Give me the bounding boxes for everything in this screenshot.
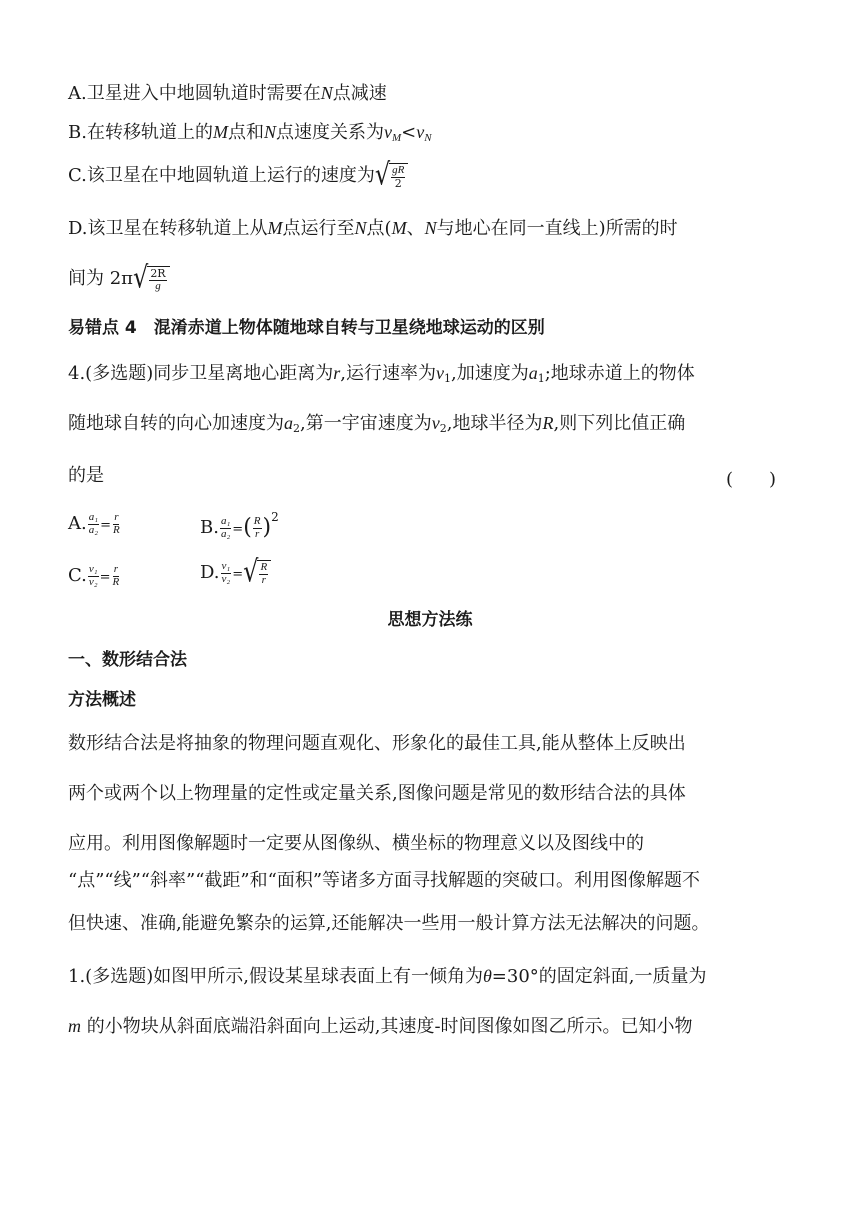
q4-line1 <box>68 363 695 385</box>
subscript: 2 <box>439 422 447 435</box>
var: v <box>383 122 392 142</box>
q4-option-c <box>68 564 121 588</box>
q4-option-d <box>200 554 271 590</box>
denominator: R <box>112 523 120 536</box>
text: 1.(多选题)如图甲所示,假设某星球表面上有一倾角为 <box>68 966 483 987</box>
var: N <box>354 218 367 238</box>
text: 的小物块从斜面底端沿斜面向上运动,其速度-时间图像如图乙所示。已知小物 <box>81 1016 693 1037</box>
numerator: a₁ <box>88 511 99 523</box>
numerator: R <box>260 561 268 573</box>
var: M <box>212 122 228 142</box>
denominator: v₂ <box>221 572 231 585</box>
q3-option-a <box>68 83 387 105</box>
sqrt-expr: √ $\frac{R}{r}$ <box>243 560 271 586</box>
overview-line-5: 但快速、准确,能避免繁杂的运算,还能解决一些用一般计算方法无法解决的问题。 <box>68 913 710 934</box>
denominator: g <box>155 279 161 292</box>
text: ,加速度为 <box>450 363 529 384</box>
numerator: 2R <box>150 267 166 280</box>
text: D.该卫星在转移轨道上从 <box>68 218 268 239</box>
q3-option-d-line1 <box>68 218 678 240</box>
option-label: B. <box>200 517 219 538</box>
q3-option-b <box>68 122 432 145</box>
numerator: r <box>114 511 119 523</box>
text: 的是 <box>68 465 104 486</box>
text: 、 <box>406 218 425 239</box>
denominator: v₂ <box>88 575 98 588</box>
denominator: a₂ <box>88 523 99 536</box>
var: a <box>284 413 293 433</box>
text: B.在转移轨道上的 <box>68 122 213 143</box>
numerator: v₁ <box>221 560 231 572</box>
subscript: N <box>424 132 432 144</box>
option-label: A. <box>68 513 87 535</box>
less-than: < <box>401 122 417 143</box>
text: ;地球赤道上的物体 <box>544 363 695 384</box>
q3-option-d-line2 <box>68 260 170 296</box>
numerator: a₁ <box>220 514 231 527</box>
text: 4.(多选题)同步卫星离地心距离为 <box>68 363 334 384</box>
numerator: r <box>113 563 118 575</box>
equals: = <box>232 567 244 583</box>
overview-line-4: “点”“线”“斜率”“截距”和“面积”等诸多方面寻找解题的突破口。利用图像解题不 <box>68 870 701 891</box>
var: R <box>542 413 554 433</box>
numerator: gR <box>392 164 405 176</box>
exponent: 2 <box>271 510 279 524</box>
text: =30°的固定斜面,一质量为 <box>491 966 707 987</box>
text: C.该卫星在中地圆轨道上运行的速度为 <box>68 165 375 187</box>
subscript: M <box>391 132 402 144</box>
q1-line1 <box>68 966 707 988</box>
subscript: 1 <box>443 372 451 385</box>
text: 随地球自转的向心加速度为 <box>68 413 284 434</box>
var: m <box>68 1016 81 1036</box>
numerator: v₁ <box>88 563 98 575</box>
text: ,地球半径为 <box>446 413 543 434</box>
text: A.卫星进入中地圆轨道时需要在 <box>68 83 321 104</box>
var: M <box>391 218 407 238</box>
var: v <box>435 363 444 383</box>
q1-line2 <box>68 1016 693 1038</box>
sqrt-expr: √ $\frac{2R}{g}$ <box>133 266 170 292</box>
text: ,运行速率为 <box>340 363 436 384</box>
equals: = <box>232 522 244 537</box>
text: ,第一宇宙速度为 <box>300 413 432 434</box>
var: v <box>431 413 440 433</box>
var: θ <box>482 966 492 986</box>
equals: = <box>99 570 111 586</box>
text: 间为 2π <box>68 268 134 290</box>
overview-line-3: 应用。利用图像解题时一定要从图像纵、横坐标的物理意义以及图线中的 <box>68 833 644 854</box>
text: 点速度关系为 <box>275 122 384 143</box>
option-label: D. <box>200 562 220 584</box>
var: M <box>267 218 283 238</box>
text: 点运行至 <box>282 218 355 239</box>
text: 点和 <box>227 122 264 143</box>
text: ,则下列比值正确 <box>553 413 686 434</box>
denominator: r <box>261 573 266 586</box>
text: 与地心在同一直线上)所需的时 <box>436 218 678 239</box>
answer-bracket: ( ) <box>725 469 776 490</box>
overview-line-1: 数形结合法是将抽象的物理问题直观化、形象化的最佳工具,能从整体上反映出 <box>68 733 686 754</box>
var: N <box>320 83 333 103</box>
equals: = <box>100 518 111 534</box>
method1-heading: 一、数形结合法 <box>68 650 187 670</box>
denominator: R <box>112 575 120 588</box>
var: a <box>528 363 538 383</box>
overview-heading: 方法概述 <box>68 690 136 710</box>
subscript: 2 <box>293 422 300 435</box>
section-heading: 易错点 4 混淆赤道上物体随地球自转与卫星绕地球运动的区别 <box>68 318 545 338</box>
var: N <box>424 218 437 238</box>
text: 点( <box>366 218 392 239</box>
q4-option-a <box>68 512 122 536</box>
sqrt-expr: √ $\frac{gR}{2}$ <box>375 163 409 189</box>
subscript: 1 <box>537 372 545 385</box>
q4-line3 <box>68 465 104 487</box>
q3-option-c <box>68 157 408 193</box>
numerator: R <box>253 514 261 527</box>
denominator: a₂ <box>220 527 231 540</box>
denominator: r <box>255 527 260 540</box>
option-label: C. <box>68 565 87 587</box>
var: N <box>263 122 276 142</box>
methods-title: 思想方法练 <box>387 610 473 630</box>
q4-line2 <box>68 413 685 435</box>
denominator: 2 <box>394 176 402 190</box>
overview-line-2: 两个或两个以上物理量的定性或定量关系,图像问题是常见的数形结合法的具体 <box>68 783 686 804</box>
text: 点减速 <box>332 83 387 104</box>
var: v <box>416 122 425 142</box>
q4-option-b: B. $\frac{\text{a₁}}{\text{a₂}}$ =( $\frac{R}{r}$ )$^2$ <box>200 510 279 540</box>
var: r <box>333 363 341 383</box>
